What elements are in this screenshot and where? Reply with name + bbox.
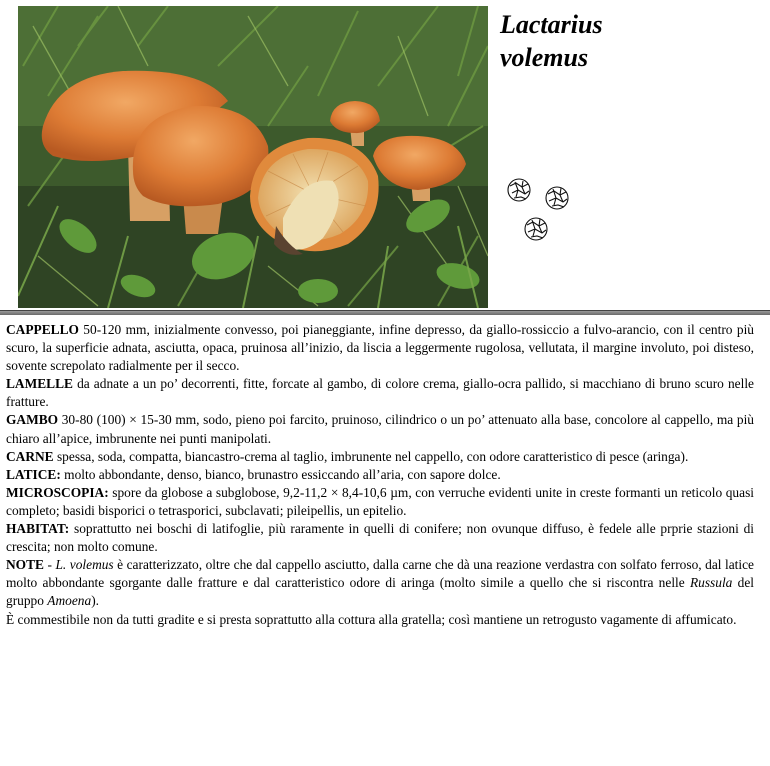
lamelle-label: LAMELLE (6, 376, 73, 392)
spore-3 (525, 218, 547, 240)
section-divider (0, 310, 770, 315)
note-text-c: del gruppo (6, 575, 754, 609)
section-note (6, 556, 754, 610)
section-lamelle (6, 375, 754, 411)
note-species-abbrev: L. volemus (55, 557, 114, 573)
genus-name: Lactarius (500, 10, 603, 39)
gambo-label: GAMBO (6, 412, 59, 428)
habitat-label: HABITAT: (6, 521, 70, 537)
section-cappello (6, 321, 754, 375)
habitat-text: soprattutto nei boschi di latifoglie, più raramente in quelli di conifere; non ovunque diffuso, è fedele alle prprie stazioni di crescita; non molto comune. (6, 521, 754, 555)
cappello-text: 50-120 mm, inizialmente convesso, poi pianeggiante, infine depresso, da giallo-rossiccio a fulvo-arancio, con il centro più scuro, la superficie adnata, asciutta, opaca, pruinosa all’inizio, da liscia a leggermente rugolosa, vellutata, il margine involuto, poi disteso, sovente screpolato radialmente per il secco. (6, 322, 754, 374)
spore-1 (508, 179, 530, 201)
carne-text: spessa, soda, compatta, biancastro-crema al taglio, imbrunente nel cappello, con odore caratteristico di pesce (aringa). (53, 448, 689, 464)
species-title (500, 8, 760, 74)
section-microscopia (6, 484, 754, 520)
note-group-amoena: Amoena (47, 593, 92, 609)
note-text-b: è caratterizzato, oltre che dal cappello asciutto, dalla carne che dà una reazione verdastra con solfato ferroso, dal latice molto abbondante sgorgante dalle fratture e dal caratteristico odore di aringa (molto simile a quello che si riscontra nelle (6, 557, 754, 591)
species-name: volemus (500, 43, 589, 72)
gambo-text: 30-80 (100) × 15-30 mm, sodo, pieno poi farcito, pruinoso, cilindrico o un po’ attenuato alla base, concolore al cappello, ma più chiaro all’apice, imbrunente nei punti manipolati. (6, 412, 754, 446)
section-edibility (6, 611, 754, 629)
cappello-label: CAPPELLO (6, 322, 79, 337)
note-text-a: - (43, 557, 56, 573)
note-text-d: ). (91, 593, 99, 609)
latice-text: molto abbondante, denso, bianco, brunastro essiccando all’aria, con sapore dolce. (60, 466, 501, 482)
mushroom-photo (18, 6, 488, 308)
note-genus-russula: Russula (689, 575, 733, 591)
latice-label: LATICE: (6, 466, 61, 482)
species-description (6, 321, 754, 629)
microscopia-text: spore da globose a subglobose, 9,2-11,2 × 8,4-10,6 µm, con verruche evidenti unite in creste formanti un reticolo quasi completo; basidi bisporici o tetrasporici, subclavati; pileipellis, un epitelio. (6, 484, 754, 518)
section-gambo (6, 411, 754, 447)
lamelle-text: da adnate a un po’ decorrenti, fitte, forcate al gambo, di colore crema, giallo-ocra pallido, si macchiano di bruno scuro nelle fratture. (6, 376, 754, 410)
section-habitat (6, 520, 754, 556)
spore-drawing (500, 170, 580, 250)
carne-label: CARNE (6, 448, 54, 464)
edibility-text: È commestibile non da tutti gradite e si presta soprattutto alla cottura alla gratella; così mantiene un retrogusto vagamente di affumicato. (6, 611, 737, 627)
section-latice (6, 466, 754, 484)
spore-2 (546, 187, 568, 209)
section-carne (6, 448, 754, 466)
note-label: NOTE (6, 557, 44, 573)
microscopia-label: MICROSCOPIA: (6, 484, 109, 500)
